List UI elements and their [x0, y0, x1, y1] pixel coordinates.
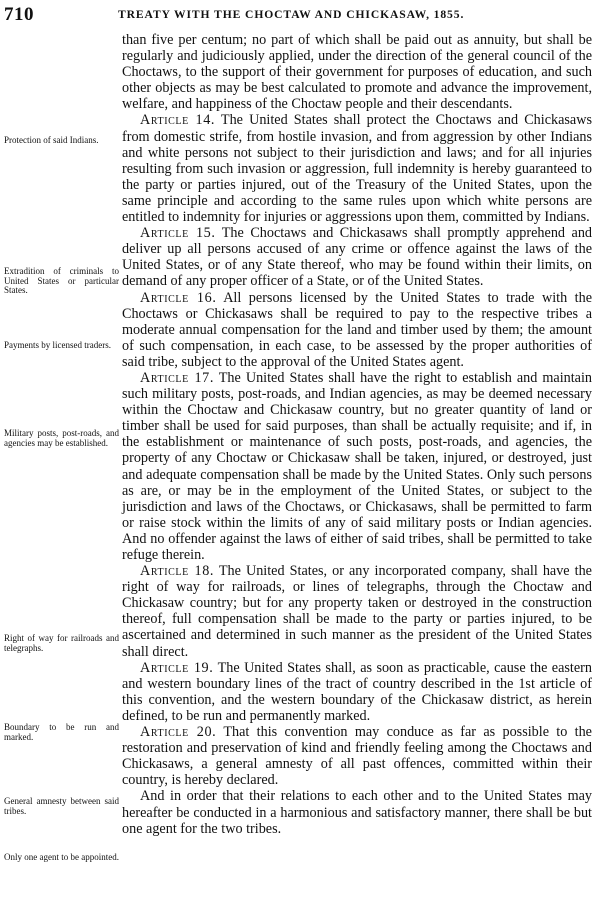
article-18-label: Article 18.: [140, 563, 215, 580]
sidenote-article-20: General amnesty between said tribes.: [4, 796, 119, 816]
article-20-text: That this convention may conduce as far as possible to the restoration and preservation of kind and friendly feeling among the Choctaws and Chickasaws, a general amnesty of all past offences, committed within their country, is hereby declared.: [122, 724, 592, 789]
article-20-label: Article 20.: [140, 724, 217, 741]
article-16: [122, 290, 592, 370]
sidenote-article-17: Military posts, post-roads, and agencies may be established.: [4, 428, 119, 448]
article-18-text: The United States, or any incorporated company, shall have the right of way for railroads, or lines of telegraphs, through the Choctaw and Chickasaw country; but for any property taken or destroyed in the construction thereof, full compensation shall be made to the party or parties injured, to be ascertained and determined in such manner as the president of the United States shall direct.: [122, 563, 592, 660]
article-14-text: The United States shall protect the Choctaws and Chickasaws from domestic strife, from hostile invasion, and from aggression by other Indians and white persons not subject to their jurisdiction and laws; and for all injuries resulting from such invasion or aggression, full indemnity is hereby guaranteed to the party or parties injured, out of the Treasury of the United States, upon the same principle and according to the same rules upon which white persons are entitled to indemnity for injuries or aggressions upon them, committed by Indians.: [122, 112, 592, 226]
sidenote-single-agent: Only one agent to be appointed.: [4, 852, 119, 862]
article-15: [122, 225, 592, 289]
page-header: [0, 0, 600, 28]
article-18: [122, 563, 592, 660]
article-17-label: Article 17.: [140, 369, 214, 386]
treaty-body: [122, 32, 592, 837]
article-15-label: Article 15.: [140, 225, 216, 242]
sidenote-article-16: Payments by licensed traders.: [4, 340, 111, 350]
article-20: [122, 724, 592, 788]
continuation-paragraph: than five per centum; no part of which shall be paid out as annuity, but shall be regularly and judiciously applied, under the direction of the general council of the Choctaws, to the support of their government for purposes of education, and such other objects as may be best calculated to promote and advance the improvement, welfare, and happiness of the Choctaw people and their descendants.: [122, 32, 592, 113]
sidenote-article-18: Right of way for railroads and telegraphs.: [4, 633, 119, 653]
article-15-text: The Choctaws and Chickasaws shall promptly apprehend and deliver up all persons accused of any crime or offence against the laws of the United States, or of any State thereof, who may be found within their limits, on demand of any proper officer of a State, or of the United States.: [122, 225, 593, 290]
page-number: 710: [4, 4, 34, 25]
article-17: [122, 370, 592, 563]
article-19-text: The United States shall, as soon as practicable, cause the eastern and western boundary lines of the tract of country described in the 1st article of this convention, and the western boundary of the Chickasaw district, as herein defined, to be run and permanently marked.: [122, 659, 592, 724]
article-14: [122, 112, 592, 225]
sidenote-article-15: Extradition of criminals to United States or particular States.: [4, 266, 119, 296]
sidenote-article-19: Boundary to be run and marked.: [4, 722, 119, 742]
running-head: TREATY WITH THE CHOCTAW AND CHICKASAW, 1855.: [118, 8, 465, 21]
article-16-label: Article 16.: [140, 289, 217, 306]
article-16-text: All persons licensed by the United States to trade with the Choctaws or Chickasaws shall be required to pay to the respective tribes a moderate annual compensation for the land and timber used by them; the amount of such compensation, in each case, to be assessed by the proper authorities of said tribe, subject to the approval of the United States agent.: [122, 289, 592, 370]
article-19-label: Article 19.: [140, 659, 214, 676]
article-14-label: Article 14.: [140, 112, 216, 129]
article-17-text: The United States shall have the right to establish and maintain such military posts, post-roads, and Indian agencies, as may be deemed necessary within the Choctaw and Chickasaw country, but no greater quantity of land or timber shall be used for said purposes, than shall be actually requisite; and if, in the establishment or maintenance of such posts, post-roads, and agencies, the property of any Choctaw or Chickasaw shall be taken, injured, or destroyed, just and adequate compensation shall be made by the United States. Only such persons as are, or may be in the employment of the United States, or subject to the jurisdiction and laws of the Choctaws, or Chickasaws, shall be permitted to farm or raise stock within the limits of any of said military posts or Indian agencies. And no offender against the laws of either of said tribes, shall be permitted to take refuge therein.: [122, 369, 592, 563]
final-paragraph: And in order that their relations to each other and to the United States may hereafter be conducted in a harmonious and satisfactory manner, there shall be but one agent for the two tribes.: [122, 788, 592, 837]
sidenote-article-14: Protection of said Indians.: [4, 135, 99, 145]
article-19: [122, 660, 592, 724]
